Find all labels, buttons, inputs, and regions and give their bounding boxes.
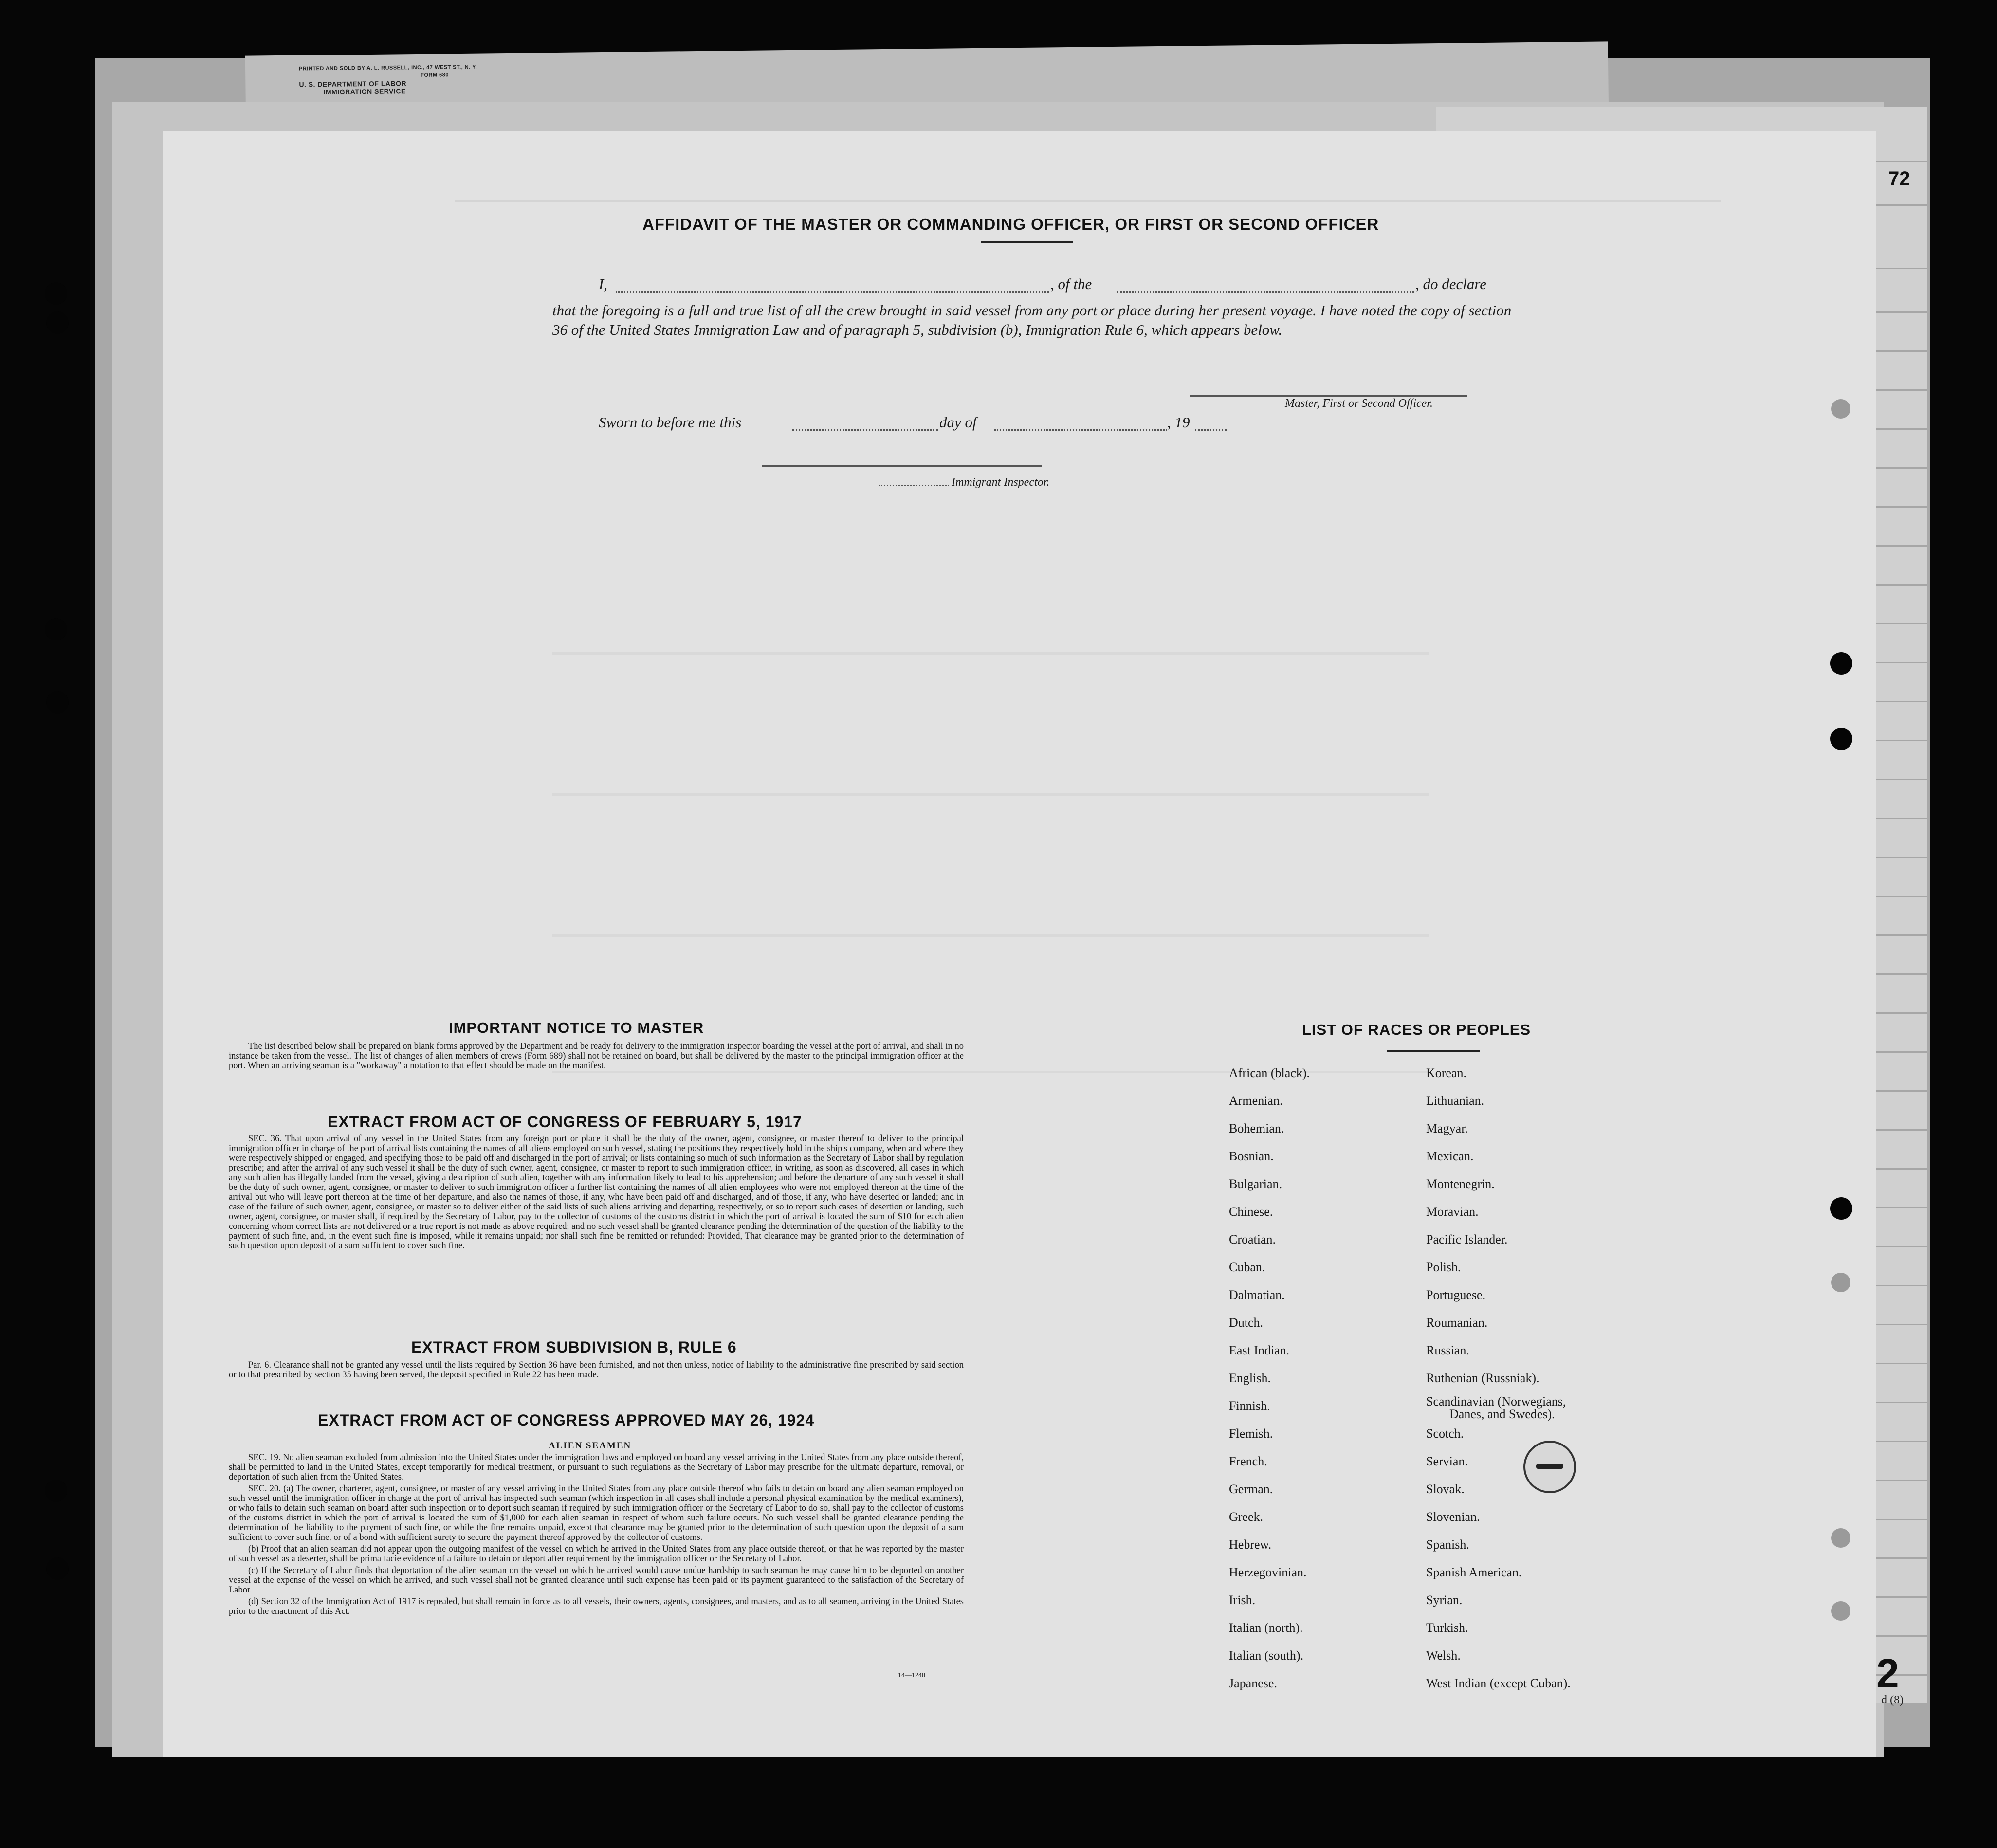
race-item: Croatian.: [1229, 1232, 1276, 1246]
race-item: Turkish.: [1426, 1621, 1468, 1635]
signature-label: Master, First or Second Officer.: [1285, 397, 1433, 410]
race-item: Spanish American.: [1426, 1565, 1522, 1579]
race-item: Cuban.: [1229, 1260, 1265, 1274]
signature-line[interactable]: [1190, 395, 1467, 397]
extract-rule6-text: Par. 6. Clearance shall not be granted any vessel until the lists required by Section 36 have been furnished, and not then unless, notice of liability to the administrative fine prescribed by said section or to that prescribed by section 35 having been served, the deposit specified in Rule 22 has been made.: [229, 1360, 964, 1380]
race-item: Scandinavian (Norwegians,: [1426, 1394, 1566, 1409]
do-declare-label: , do declare: [1415, 275, 1487, 293]
punch-hole: [1831, 399, 1850, 419]
race-item: Italian (south).: [1229, 1648, 1304, 1663]
day-field[interactable]: [792, 429, 938, 431]
form-header: [299, 63, 477, 96]
race-item: Herzegovinian.: [1229, 1565, 1307, 1579]
race-item: West Indian (except Cuban).: [1426, 1676, 1571, 1690]
race-item: Bulgarian.: [1229, 1177, 1282, 1191]
race-item: Irish.: [1229, 1593, 1256, 1607]
race-item: Moravian.: [1426, 1205, 1479, 1219]
race-item: Dutch.: [1229, 1316, 1264, 1330]
side-note: d (8): [1881, 1694, 1904, 1706]
punch-hole: [45, 1480, 67, 1502]
race-item: English.: [1229, 1371, 1271, 1385]
race-item: Lithuanian.: [1426, 1094, 1484, 1108]
form-number: FORM 680: [421, 72, 449, 78]
race-item: Ruthenian (Russniak).: [1426, 1371, 1539, 1385]
page-number-top: 72: [1888, 168, 1910, 189]
punch-hole: [45, 282, 67, 305]
race-item: Greek.: [1229, 1510, 1264, 1524]
punch-hole: [1831, 1273, 1850, 1292]
inspector-line[interactable]: [762, 465, 1042, 467]
race-item: African (black).: [1229, 1066, 1310, 1080]
race-item: Danes, and Swedes).: [1449, 1407, 1555, 1421]
punch-hole: [46, 691, 69, 714]
i-label: I,: [599, 275, 608, 293]
punch-hole: [46, 1557, 69, 1580]
notice-text: The list described below shall be prepared on blank forms approved by the Department and be ready for delivery to the immigration inspector boarding the vessel at the port of arrival, and shall in no instance be taken from the vessel. The list of changes of alien members of crews (Form 689) shall not be retained on board, but shall be delivered by the master to the principal immigration officer at the port. When an arriving seaman is a "workaway" a notation to that effect should be made on the manifest.: [229, 1042, 964, 1071]
race-item: Servian.: [1426, 1454, 1468, 1468]
extract-rule6-title: EXTRACT FROM SUBDIVISION B, RULE 6: [411, 1338, 737, 1356]
document-number: 14—1240: [898, 1672, 925, 1679]
race-item: Chinese.: [1229, 1205, 1273, 1219]
punch-hole: [1830, 1197, 1852, 1220]
alien-seamen-subtitle: ALIEN SEAMEN: [549, 1441, 632, 1451]
race-item: Finnish.: [1229, 1399, 1270, 1413]
race-item: Slovak.: [1426, 1482, 1465, 1496]
ink-stamp-icon: [1523, 1441, 1576, 1493]
punch-hole: [1831, 1601, 1850, 1621]
service-line: IMMIGRATION SERVICE: [323, 87, 406, 96]
race-item: Italian (north).: [1229, 1621, 1303, 1635]
race-item: Dalmatian.: [1229, 1288, 1285, 1302]
race-item: German.: [1229, 1482, 1273, 1496]
race-item: Bohemian.: [1229, 1121, 1284, 1135]
extract-1924-title: EXTRACT FROM ACT OF CONGRESS APPROVED MAY 26, 1924: [318, 1411, 815, 1429]
name-field[interactable]: [616, 291, 1049, 293]
races-title: LIST OF RACES OR PEOPLES: [1302, 1021, 1531, 1038]
extract-1924-text: SEC. 19. No alien seaman excluded from admission into the United States under the immigration laws and employed on board any vessel arriving in the United States from any place outside thereof, shall be permitted to land in the United States, except temporarily for medical treatment, or pursuant to such regulations as the Secretary of Labor may prescribe for the ultimate departure, removal, or deportation of such alien from the United States. SEC. 20. (a) The owner, charterer, agent, consignee, or master of any vessel arriving in the United States from any place outside thereof who fails to detain on board any alien seaman employed on such vessel until the immigration officer in charge at the port of arrival has inspected such seaman (which inspection in all cases shall include a personal physical examination by the medical examiners), or who fails to detain such seaman on board after such inspection or to deport such seaman if required by such immigration officer or the Secretary of Labor to do so, shall pay to the collector of customs of the customs district in which the port of arrival is located the sum of $1,000 for each alien seaman in respect of whom such failure occurs. No such vessel shall be granted clearance pending the determination of the liability to the payment of such fine, or while the fine remains unpaid, except that clearance may be granted prior to the determination of such question upon the deposit of a sum sufficient to cover such fine, or of a bond with sufficient surety to secure the payment thereof approved by the collector of customs. (b) Proof that an alien seaman did not appear upon the outgoing manifest of the vessel on which he arrived in the United States from any place outside thereof, or that he was reported by the master of such vessel as a deserter, shall be prima facie evidence of a failure to detain or deport after requirement by the immigration officer or the Secretary of Labor. (c) If the Secretary of Labor finds that deportation of the alien seaman on the vessel on which he arrived would cause undue hardship to such seaman he may cause him to be deported on another vessel at the expense of the vessel on which he arrived, and such vessel shall not be granted clearance until such expense has been paid or its payment guaranteed to the satisfaction of the Secretary of Labor. (d) Section 32 of the Immigration Act of 1917 is repealed, but shall remain in force as to all vessels, their owners, agents, consignees, and masters, and as to all seamen, arriving in the United States prior to the enactment of this Act.: [229, 1453, 964, 1616]
of-the-label: , of the: [1050, 275, 1092, 293]
race-item: Korean.: [1426, 1066, 1467, 1080]
inspector-dots: [879, 485, 949, 486]
race-item: Hebrew.: [1229, 1537, 1272, 1552]
race-item: Montenegrin.: [1426, 1177, 1495, 1191]
page-number-side: 2: [1876, 1650, 1899, 1696]
inspector-label: Immigrant Inspector.: [952, 476, 1050, 489]
year-field[interactable]: [1195, 429, 1227, 431]
race-item: Pacific Islander.: [1426, 1232, 1508, 1246]
department-line: U. S. DEPARTMENT OF LABOR: [299, 79, 407, 89]
race-item: Welsh.: [1426, 1648, 1461, 1663]
race-item: Mexican.: [1426, 1149, 1474, 1163]
punch-hole: [1830, 652, 1852, 675]
race-item: Scotch.: [1426, 1427, 1464, 1441]
race-item: Magyar.: [1426, 1121, 1468, 1135]
printer-line: PRINTED AND SOLD BY A. L. RUSSELL, INC., 47 WEST ST., N. Y.: [298, 64, 477, 72]
extract-1917-text: SEC. 36. That upon arrival of any vessel in the United States from any foreign port or place it shall be the duty of the owner, agent, consignee, or master thereof to deliver to the principal immigration officer in charge of the port of arrival lists containing the names of all aliens employed on such vessel, stating the positions they respectively hold in the ship's company, when and where they were respectively shipped or engaged, and specifying those to be paid off and discharged in the port of arrival; or lists containing so much of such information as the Secretary of Labor shall by regulation prescribe; and after the arrival of any such vessel it shall be the duty of such owner, agent, consignee, or master to report to such immigration officer, in writing, as soon as discovered, all cases in which any such alien has illegally landed from the vessel, giving a description of such alien, together with any information likely to lead to his apprehension; and before the departure of any such vessel it shall be the duty of such owner, agent, consignee, or master to deliver to such immigration officer a further list containing the names of all alien employees who were not employed thereon at the time of the arrival but who will leave port thereon at the time of her departure, and also the names of those, if any, who have been paid off and discharged, and of those, if any, who have deserted or landed; and in case of the failure of such owner, agent, consignee, or master so to deliver either of the said lists of such aliens arriving and departing, respectively, or so to report such cases of desertion or landing, such owner, agent, consignee, or master shall, if required by the Secretary of Labor, pay to the collector of customs of the customs district in which the port of arrival is located the sum of $10 for each alien concerning whom correct lists are not delivered or a true report is not made as above required; and no such vessel shall be granted clearance pending the determination of the question of the liability to the payment of such fine, and, in the event such fine is imposed, while it remains unpaid; nor shall such fine be remitted or refunded: Provided, That clearance may be granted prior to the determination of such question upon deposit of a sum sufficient to cover such fine.: [229, 1134, 964, 1251]
race-item: East Indian.: [1229, 1343, 1290, 1357]
punch-hole: [1831, 1528, 1850, 1548]
race-item: Spanish.: [1426, 1537, 1469, 1552]
punch-hole: [46, 311, 69, 334]
race-item: Flemish.: [1229, 1427, 1273, 1441]
day-of-label: day of: [939, 414, 977, 431]
affidavit-body: that the foregoing is a full and true list of all the crew brought in said vessel from any port or place during her present voyage. I have noted the copy of section 36 of the United States Immigration Law and of paragraph 5, subdivision (b), Immigration Rule 6, which appears below.: [552, 302, 1512, 338]
sworn-label: Sworn to before me this: [599, 414, 742, 431]
extract-1917-title: EXTRACT FROM ACT OF CONGRESS OF FEBRUARY 5, 1917: [328, 1113, 802, 1131]
affidavit-title: AFFIDAVIT OF THE MASTER OR COMMANDING OFFICER, OR FIRST OR SECOND OFFICER: [642, 215, 1379, 233]
race-item: Roumanian.: [1426, 1316, 1488, 1330]
race-item: Portuguese.: [1426, 1288, 1486, 1302]
punch-hole: [1830, 728, 1852, 750]
race-item: Japanese.: [1229, 1676, 1277, 1690]
race-item: Armenian.: [1229, 1094, 1283, 1108]
race-item: Polish.: [1426, 1260, 1461, 1274]
race-item: French.: [1229, 1454, 1267, 1468]
year-label: , 19: [1167, 414, 1190, 431]
race-item: Bosnian.: [1229, 1149, 1274, 1163]
race-item: Slovenian.: [1426, 1510, 1480, 1524]
title-rule: [981, 241, 1073, 243]
race-item: Russian.: [1426, 1343, 1469, 1357]
month-field[interactable]: [994, 429, 1167, 431]
race-item: Syrian.: [1426, 1593, 1463, 1607]
races-rule: [1387, 1050, 1480, 1052]
vessel-field[interactable]: [1117, 291, 1414, 293]
punch-hole: [45, 618, 67, 640]
notice-title: IMPORTANT NOTICE TO MASTER: [449, 1019, 704, 1036]
